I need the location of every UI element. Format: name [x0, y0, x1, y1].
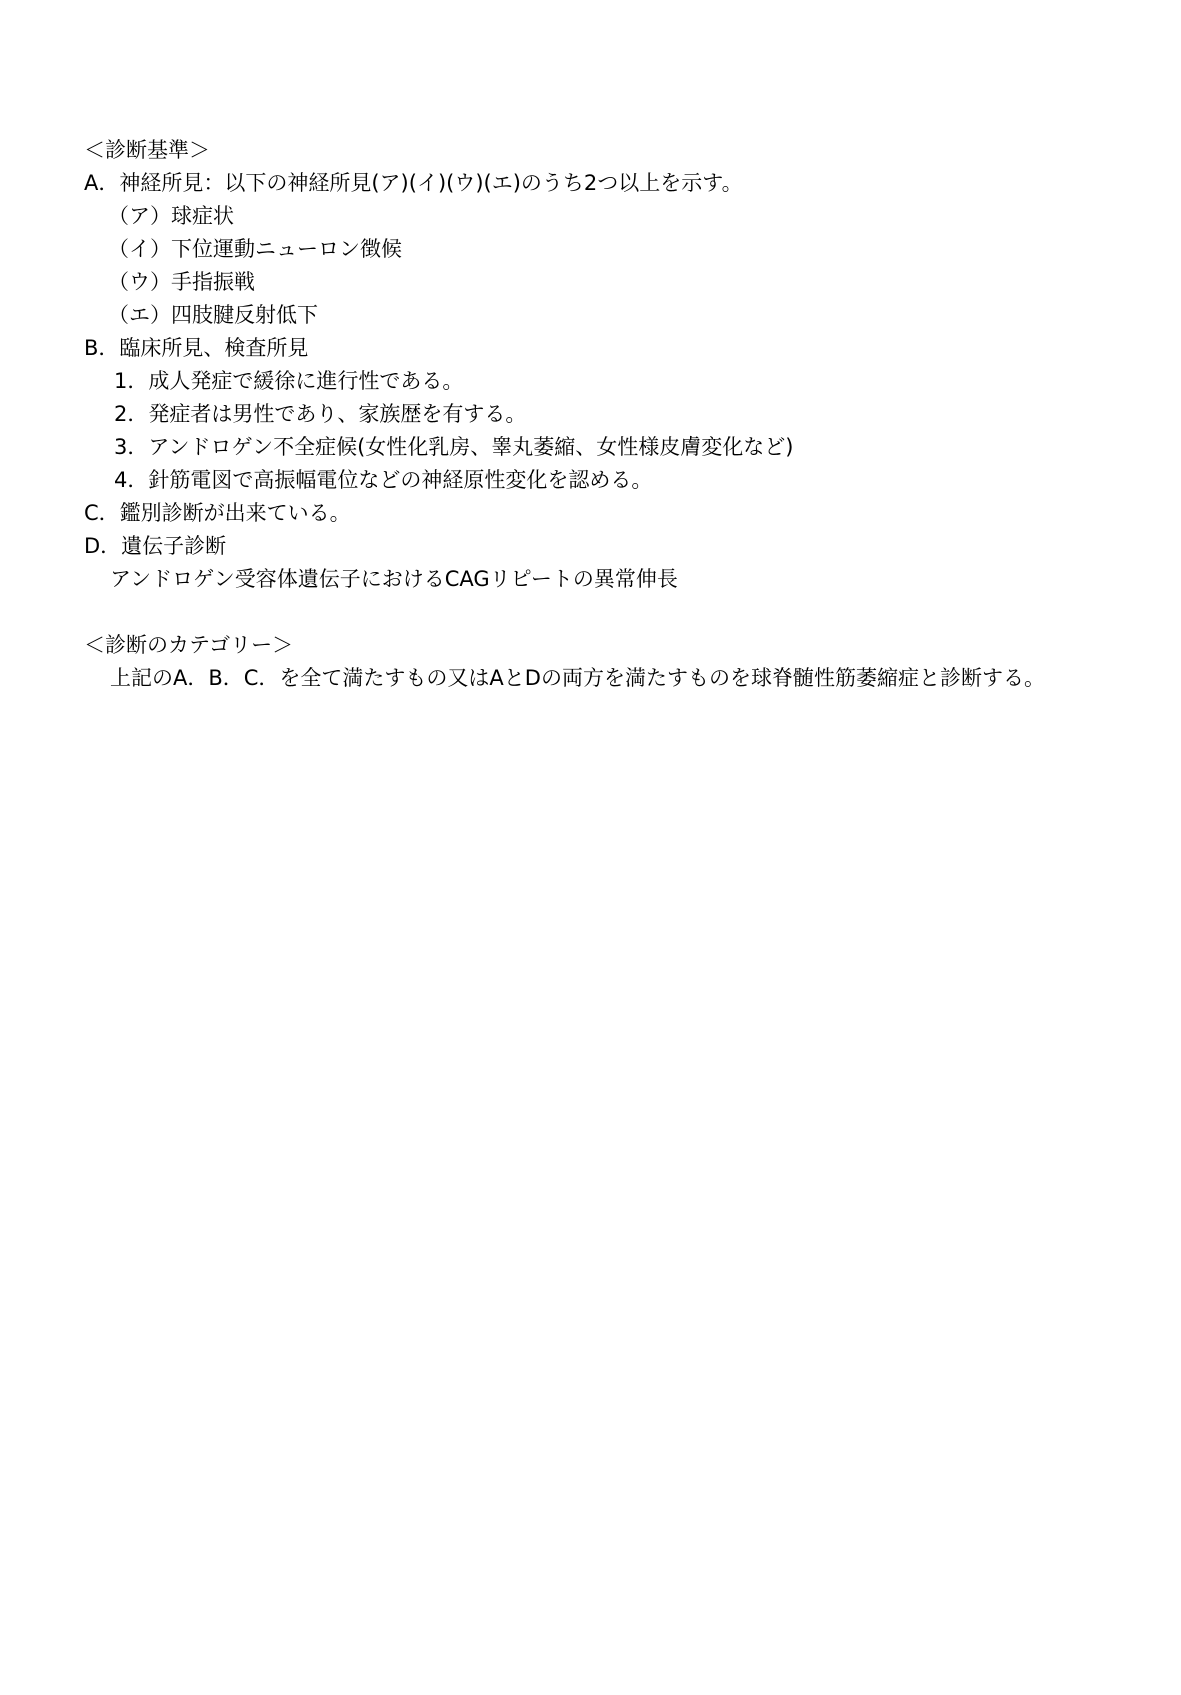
criterion-b-item-1: 1．成人発症で緩徐に進行性である。: [114, 369, 464, 393]
paragraph-spacer: [84, 596, 1104, 629]
criterion-b: B．臨床所見、検査所見: [84, 336, 309, 360]
criterion-d: D．遺伝子診断: [84, 534, 227, 558]
criterion-a-item-3: （ウ）手指振戦: [108, 270, 255, 294]
section-diagnostic-category: [84, 629, 1104, 695]
criterion-a-item-1: （ア）球症状: [108, 204, 234, 228]
criterion-b-item-4: 4．針筋電図で高振幅電位などの神経原性変化を認める。: [114, 468, 653, 492]
criterion-b-item-3: 3．アンドロゲン不全症候(女性化乳房、睾丸萎縮、女性様皮膚変化など): [114, 435, 794, 459]
criterion-a-item-4: （エ）四肢腱反射低下: [108, 303, 318, 327]
criterion-b-item-2: 2．発症者は男性であり、家族歴を有する。: [114, 402, 527, 426]
criterion-a-item-2: （イ）下位運動ニューロン徴候: [108, 237, 402, 261]
criterion-c: C．鑑別診断が出来ている。: [84, 501, 351, 525]
criterion-a: A．神経所見：以下の神経所見(ア)(イ)(ウ)(エ)のうち2つ以上を示す。: [84, 171, 743, 195]
criterion-d-detail: アンドロゲン受容体遺伝子におけるCAGリピートの異常伸長: [110, 567, 678, 591]
section-heading-diagnostic-category: ＜診断のカテゴリー＞: [84, 633, 294, 657]
document-body: [84, 134, 1104, 695]
category-statement: 上記のA．B．C．を全て満たすもの又はAとDの両方を満たすものを球脊髄性筋萎縮症と診断する。: [110, 666, 1045, 690]
section-diagnostic-criteria: [84, 134, 1104, 596]
section-heading-diagnostic-criteria: ＜診断基準＞: [84, 138, 210, 162]
